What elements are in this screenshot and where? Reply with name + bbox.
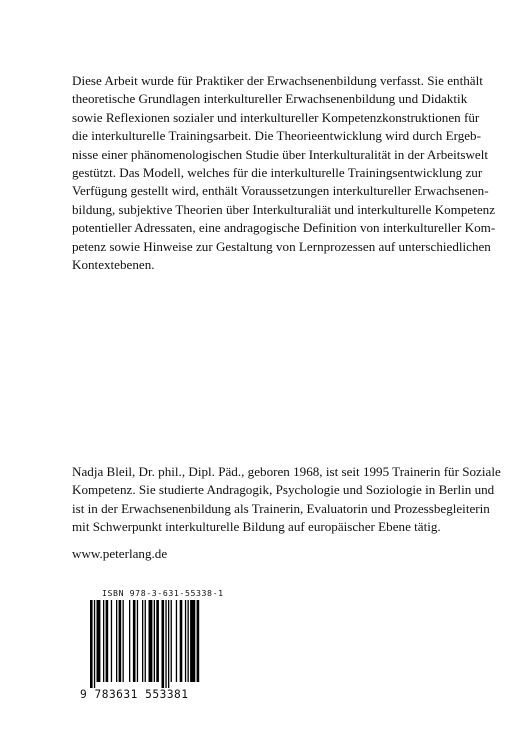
barcode-bar: [171, 600, 172, 682]
barcode-bar: [162, 600, 165, 688]
barcode-bar: [90, 600, 93, 688]
blurb-line: die interkulturelle Trainingsarbeit. Die Theorieentwicklung wird durch Ergeb-: [72, 128, 481, 144]
barcode-bar: [129, 600, 130, 682]
barcode-bar: [185, 600, 186, 682]
barcode-bar: [154, 600, 155, 682]
blurb-line: gestützt. Das Modell, welches für die interkulturelle Trainingsentwicklung zur: [72, 165, 483, 181]
barcode-bar: [137, 600, 138, 682]
blurb-line: potentieller Adressaten, eine andragogische Definition von interkultureller Kom-: [72, 220, 496, 236]
barcode-bar: [145, 600, 146, 682]
blurb-line: Kontextebenen.: [72, 257, 155, 273]
barcode-bar: [123, 600, 124, 682]
barcode-bar: [119, 600, 122, 682]
barcode-bar: [180, 600, 183, 682]
back-cover-blurb: [72, 72, 496, 274]
barcode-bar: [176, 600, 177, 682]
author-bio: [72, 463, 501, 537]
blurb-line: theoretische Grundlagen interkultureller Erwachsenenbildung und Didaktik: [72, 91, 468, 107]
isbn-label: ISBN 978-3-631-55338-1: [102, 588, 224, 598]
barcode-bar: [111, 600, 112, 682]
bio-line: ist in der Erwachsenenbildung als Trainerin, Evaluatorin und Prozessbegleiterin: [72, 500, 490, 516]
blurb-line: sowie Reflexionen sozialer und interkultureller Kompetenzkonstruktionen für: [72, 109, 480, 125]
barcode-bar: [106, 600, 109, 682]
barcode-digits: 9 783631 553381: [80, 688, 189, 701]
barcode-bar: [94, 600, 95, 688]
publisher-url: www.peterlang.de: [72, 546, 168, 561]
blurb-line: nisse einer phänomenologischen Studie über Interkulturalität in der Arbeitswelt: [72, 146, 488, 162]
barcode-bar: [149, 600, 153, 682]
barcode-bar: [103, 600, 104, 682]
barcode-bar: [197, 600, 200, 682]
barcode-bar: [116, 600, 117, 682]
blurb-line: Verfügung gestellt wird, enthält Voraussetzungen interkultureller Erwachsenen-: [72, 183, 489, 199]
barcode-bar: [156, 600, 159, 682]
barcode-bar: [165, 600, 166, 688]
barcode-bars: [80, 600, 200, 688]
blurb-line: Diese Arbeit wurde für Praktiker der Erwachsenenbildung verfasst. Sie enthält: [72, 73, 483, 88]
barcode-bar: [168, 600, 169, 688]
bio-line: mit Schwerpunkt interkulturelle Bildung auf europäischer Ebene tätig.: [72, 519, 441, 535]
blurb-line: petenz sowie Hinweise zur Gestaltung von Lernprozessen auf unterschiedlichen: [72, 238, 491, 254]
barcode-bar: [188, 600, 189, 682]
barcode-bar: [133, 600, 136, 682]
bio-line: Nadja Bleil, Dr. phil., Dipl. Päd., geboren 1968, ist seit 1995 Trainerin für Soziale: [72, 464, 501, 479]
isbn-barcode: [80, 588, 224, 713]
bio-line: Kompetenz. Sie studierte Andragogik, Psychologie und Soziologie in Berlin und: [72, 482, 495, 498]
barcode-bar: [142, 600, 143, 682]
barcode-bar: [190, 600, 195, 682]
barcode-bar: [97, 600, 101, 682]
blurb-line: bildung, subjektive Theorien über Interkulturaliät und interkulturelle Kompetenz: [72, 201, 496, 217]
